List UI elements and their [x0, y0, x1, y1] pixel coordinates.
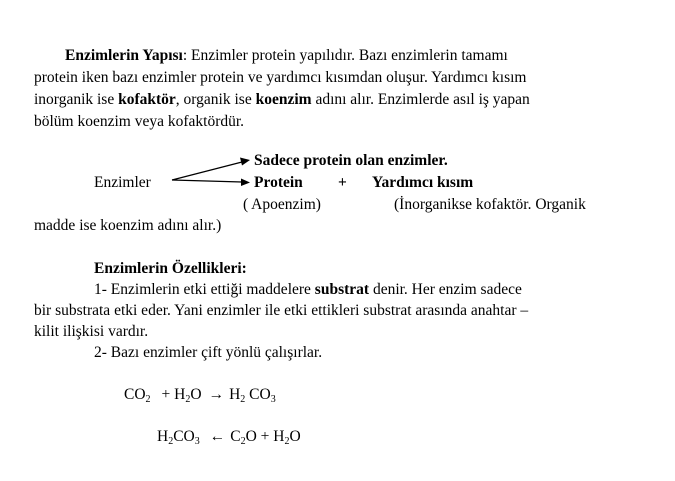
lower-arrowhead [241, 179, 250, 187]
equation-2: $H_2CO_3$ ← $C_2O + H_2O$ [157, 428, 301, 447]
diagram-branch1: Sadece protein olan enzimler. [254, 152, 448, 169]
branch-arrows [170, 150, 252, 190]
diagram-note-line2: madde ise koenzim adını alır.) [34, 217, 222, 234]
diagram-apoenzim: ( Apoenzim) [243, 196, 321, 213]
property-item2: 2- Bazı enzimler çift yönlü çalışırlar. [94, 344, 323, 361]
upper-arrowhead [240, 158, 250, 166]
upper-arrow-line [172, 162, 242, 180]
paragraph1-line3: inorganik ise kofaktör, organik ise koenzim adını alır. Enzimlerde asıl iş yapan [34, 91, 530, 108]
diagram-branch2-plus: + [338, 174, 347, 191]
term-koenzim: koenzim [255, 91, 312, 108]
diagram-branch2-helper: Yardımcı kısım [372, 174, 474, 191]
paragraph1-line4: bölüm koenzim veya kofaktördür. [34, 113, 245, 130]
diagram-note-line1: (İnorganikse kofaktör. Organik [394, 196, 586, 213]
term-kofaktor: kofaktör [118, 91, 176, 108]
diagram-branch2-protein: Protein [254, 174, 303, 191]
reverse-arrow-icon: ← [209, 428, 226, 445]
lower-arrow-line [172, 180, 242, 182]
diagram-source-label: Enzimler [94, 174, 151, 191]
equation-1: $CO_2 + H_2O \to H_2$ $CO_3$ [124, 386, 276, 405]
paragraph1-line2: protein iken bazı enzimler protein ve yardımcı kısımdan oluşur. Yardımcı kısım [34, 69, 527, 86]
paragraph1-line1: Enzimlerin Yapısı: Enzimler protein yapılıdır. Bazı enzimlerin tamamı [65, 47, 508, 64]
property-item1-line3: kilit ilişkisi vardır. [34, 323, 149, 340]
property-item1-line2: bir substrata etki eder. Yani enzimler ile etki ettikleri substrat arasında anahtar – [34, 302, 529, 319]
forward-arrow-icon: → [208, 386, 225, 403]
section-heading-properties: Enzimlerin Özellikleri: [94, 260, 247, 277]
section-heading-structure: Enzimlerin Yapısı [65, 47, 183, 64]
term-substrat: substrat [314, 281, 370, 298]
property-item1-line1: 1- Enzimlerin etki ettiği maddelere substrat denir. Her enzim sadece [94, 281, 522, 298]
